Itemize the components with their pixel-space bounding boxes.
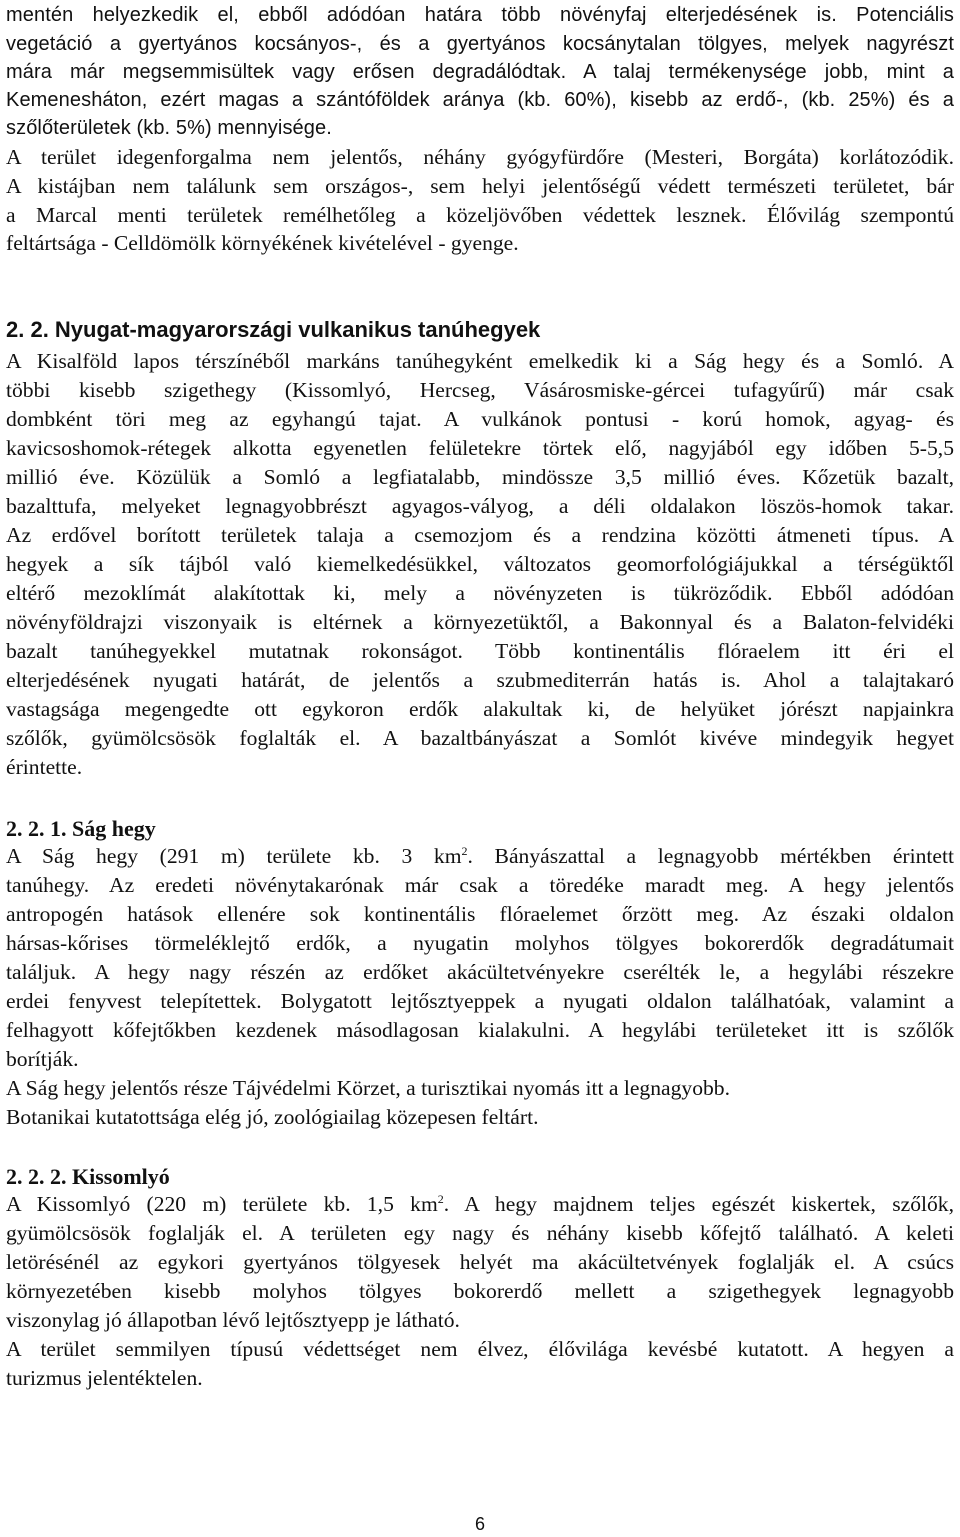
document-page xyxy=(6,0,954,1537)
text-line: elterjedésének nyugati határát, de jelentős a szubmediterrán hatás is. Ahol a talajtakaró xyxy=(6,668,954,692)
section-heading: 2. 2. Nyugat-magyarországi vulkanikus tanúhegyek xyxy=(6,317,541,342)
page-number: 6 xyxy=(474,1514,485,1534)
text-line: Az erdővel borított területek talaja a csemozjom és a rendzina közötti átmeneti típus. A xyxy=(6,523,954,547)
text-line: A terület semmilyen típusú védettséget nem élvez, élővilága kevésbé kutatott. A hegyen a xyxy=(6,1337,954,1361)
text-run: A Kissomlyó (220 m) területe kb. 1,5 km xyxy=(6,1192,438,1216)
text-line: érintette. xyxy=(6,755,83,779)
text-line: Botanikai kutatottsága elég jó, zoológiailag közepesen feltárt. xyxy=(6,1105,539,1129)
superscript: 2 xyxy=(461,843,468,858)
text-line: szőlőterületek (kb. 5%) mennyisége. xyxy=(6,117,332,139)
text-line: borítják. xyxy=(6,1047,79,1071)
text-line xyxy=(6,842,954,871)
text-line: mára már megsemmisültek vagy erősen degradálódtak. A talaj termékenysége jobb, mint a xyxy=(6,61,954,83)
text-line: erdei fenyvest telepítettek. Bolygatott lejtősztyeppek a nyugati oldalon találhatóak, valamint a xyxy=(6,989,954,1013)
text-line: A kistájban nem találunk sem országos-, sem helyi jelentőségű védett természeti területet, bár xyxy=(6,174,954,198)
text-line: többi kisebb szigethegy (Kissomlyó, Hercseg, Vásárosmiske-gércei tufagyűrű) már csak xyxy=(6,378,954,402)
text-line: dombként töri meg az egyhangú tajat. A vulkánok pontusi - korú homok, agyag- és xyxy=(6,407,954,431)
text-line: A terület idegenforgalma nem jelentős, néhány gyógyfürdőre (Mesteri, Borgáta) korlátozódik. xyxy=(6,145,954,169)
text-line: tanúhegy. Az eredeti növénytakarónak már csak a töredéke maradt meg. A hegy jelentős xyxy=(6,873,954,897)
text-line: környezetében kisebb molyhos tölgyes bokorerdő mellett a szigethegyek legnagyobb xyxy=(6,1279,954,1303)
text-line: mentén helyezkedik el, ebből adódóan határa több növényfaj elterjedésének is. Potenciális xyxy=(6,4,954,26)
text-line: felhagyott kőfejtőkben kezdenek másodlagosan kialakulni. A hegylábi területeket itt is szőlők xyxy=(6,1018,954,1042)
text-line: gyümölcsösök foglalják el. A területen egy nagy és néhány kisebb kőfejtő található. A keleti xyxy=(6,1221,954,1245)
text-line xyxy=(6,1190,954,1219)
text-run: . Bányászattal a legnagyobb mértékben érintett xyxy=(467,844,955,868)
text-line: hegyek a sík tájból való kiemelkedésükkel, változatos geomorfológiájukkal a térségüktől xyxy=(6,552,954,576)
text-line: találjuk. A hegy nagy részén az erdőket akácültetvényekre cserélték le, a hegylábi részekre xyxy=(6,960,954,984)
text-line: feltártsága - Celldömölk környékének kivételével - gyenge. xyxy=(6,231,519,255)
text-line: antropogén hatások ellenére sok kontinentális flóraelemet őrzött meg. Az északi oldalon xyxy=(6,902,954,926)
text-line: A Kisalföld lapos térszínéből markáns tanúhegyként emelkedik ki a Ság hegy és a Somló. A xyxy=(6,349,954,373)
text-line: szőlők, gyümölcsösök foglalták el. A bazaltbányászat a Somlót kivéve mindegyik hegyet xyxy=(6,726,954,750)
text-line: kavicsoshomok-rétegek alkotta egyenetlen felületekre törtek elő, nagyjából egy időben 5-5,5 xyxy=(6,436,954,460)
text-line: letörésénél az egykori gyertyános tölgyesek helyét ma akácültetvények foglalják el. A csúcs xyxy=(6,1250,954,1274)
text-line: Kemenesháton, ezért magas a szántóföldek aránya (kb. 60%), kisebb az erdő-, (kb. 25%) és a xyxy=(6,89,954,111)
text-line: növényföldrajzi viszonyaik is eltérnek a környezetüktől, a Bakonnyal és a Balaton-felvidéki xyxy=(6,610,954,634)
subsection-heading: 2. 2. 2. Kissomlyó xyxy=(6,1164,170,1189)
text-run: . A hegy majdnem teljes egészét kiskertek, szőlők, xyxy=(443,1192,954,1216)
text-line: viszonylag jó állapotban lévő lejtősztyepp je látható. xyxy=(6,1308,460,1332)
text-line: vastagsága megengedte ott egykoron erdők alakultak ki, de helyüket jórészt napjainkra xyxy=(6,697,954,721)
text-line: vegetáció a gyertyános kocsányos-, és a gyertyános kocsánytalan tölgyes, melyek nagyrészt xyxy=(6,33,954,55)
subsection-heading: 2. 2. 1. Ság hegy xyxy=(6,816,156,841)
text-line: a Marcal menti területek remélhetőleg a közeljövőben védettek lesznek. Élővilág szempontú xyxy=(6,203,954,227)
text-line: bazalttufa, melyeket legnagyobbrészt agyagos-vályog, a déli oldalakon löszös-homok takar. xyxy=(6,494,954,518)
text-line: hársas-kőrises törmeléklejtő erdők, a nyugatin molyhos tölgyes bokorerdők degradátumait xyxy=(6,931,954,955)
text-line: turizmus jelentéktelen. xyxy=(6,1366,203,1390)
text-run: A Ság hegy (291 m) területe kb. 3 km xyxy=(6,844,462,868)
superscript: 2 xyxy=(437,1191,444,1206)
text-line: eltérő mezoklímát alakítottak ki, mely a növényzeten is tükröződik. Ebből adódóan xyxy=(6,581,954,605)
text-line: bazalt tanúhegyekkel mutatnak rokonságot. Több kontinentális flóraelem itt éri el xyxy=(6,639,954,663)
text-line: millió éve. Közülük a Somló a legfiatalabb, mindössze 3,5 millió éves. Kőzetük bazalt, xyxy=(6,465,954,489)
text-line: A Ság hegy jelentős része Tájvédelmi Körzet, a turisztikai nyomás itt a legnagyobb. xyxy=(6,1076,730,1100)
